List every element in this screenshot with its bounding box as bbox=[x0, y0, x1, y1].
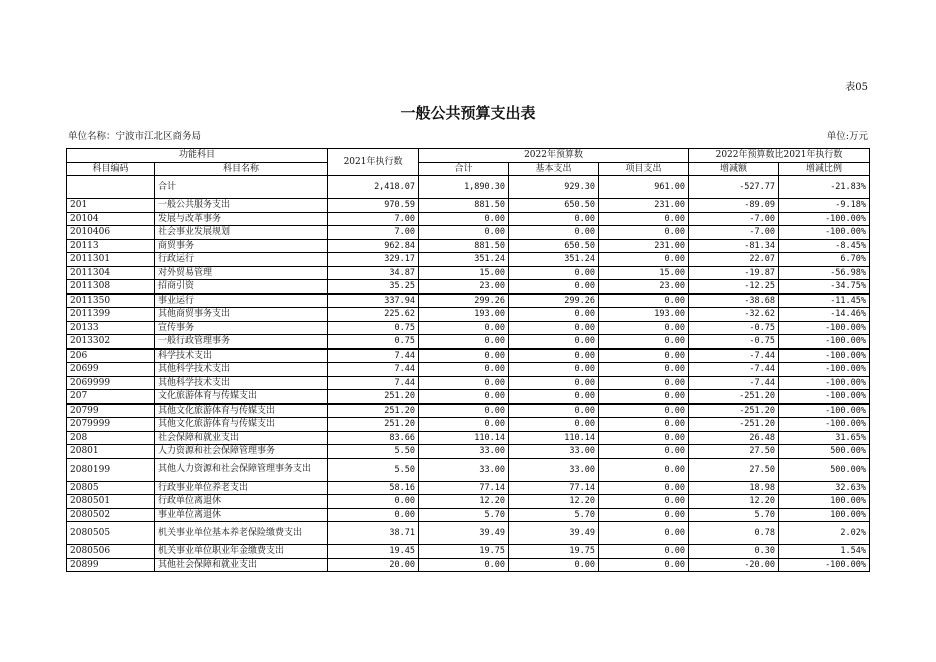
table-row bbox=[67, 431, 870, 445]
cell-total: 299.26 bbox=[419, 294, 509, 308]
cell-ratio: 100.00% bbox=[779, 508, 870, 522]
cell-name: 机关事业单位职业年金缴费支出 bbox=[155, 545, 328, 559]
cell-ratio: -100.00% bbox=[779, 349, 870, 363]
header-basic: 基本支出 bbox=[509, 162, 599, 176]
header-diff: 增减额 bbox=[689, 162, 779, 176]
cell-project: 0.00 bbox=[599, 495, 689, 509]
cell-basic: 0.00 bbox=[509, 418, 599, 432]
table-row bbox=[67, 294, 870, 308]
cell-total: 351.24 bbox=[419, 253, 509, 267]
cell-project: 0.00 bbox=[599, 294, 689, 308]
cell-total: 110.14 bbox=[419, 431, 509, 445]
cell-code: 2080505 bbox=[67, 522, 155, 545]
cell-basic: 0.00 bbox=[509, 308, 599, 322]
cell-basic: 0.00 bbox=[509, 266, 599, 280]
cell-diff: -251.20 bbox=[689, 418, 779, 432]
cell-diff: 18.98 bbox=[689, 481, 779, 495]
cell-name: 发展与改革事务 bbox=[155, 212, 328, 226]
unit-info-row bbox=[68, 128, 868, 142]
cell-code: 201 bbox=[67, 199, 155, 213]
cell-basic: 77.14 bbox=[509, 481, 599, 495]
table-row bbox=[67, 176, 870, 199]
cell-ratio: 2.02% bbox=[779, 522, 870, 545]
header-code: 科目编码 bbox=[67, 162, 155, 176]
cell-ratio: -100.00% bbox=[779, 212, 870, 226]
cell-exec: 58.16 bbox=[328, 481, 419, 495]
cell-diff: -38.68 bbox=[689, 294, 779, 308]
cell-project: 0.00 bbox=[599, 508, 689, 522]
cell-total: 12.20 bbox=[419, 495, 509, 509]
cell-basic: 33.00 bbox=[509, 445, 599, 459]
budget-table bbox=[66, 148, 870, 572]
cell-diff: 27.50 bbox=[689, 445, 779, 459]
cell-ratio: -21.83% bbox=[779, 176, 870, 199]
cell-diff: -89.09 bbox=[689, 199, 779, 213]
cell-basic: 0.00 bbox=[509, 349, 599, 363]
cell-diff: 5.70 bbox=[689, 508, 779, 522]
cell-diff: -0.75 bbox=[689, 321, 779, 335]
cell-total: 39.49 bbox=[419, 522, 509, 545]
cell-ratio: -34.75% bbox=[779, 280, 870, 294]
cell-basic: 650.50 bbox=[509, 239, 599, 253]
table-row bbox=[67, 280, 870, 294]
cell-code: 20113 bbox=[67, 239, 155, 253]
table-row bbox=[67, 321, 870, 335]
table-row bbox=[67, 376, 870, 390]
cell-code: 2011301 bbox=[67, 253, 155, 267]
table-row bbox=[67, 404, 870, 418]
cell-code: 20799 bbox=[67, 404, 155, 418]
cell-code: 206 bbox=[67, 349, 155, 363]
header-name: 科目名称 bbox=[155, 162, 328, 176]
cell-ratio: -11.45% bbox=[779, 294, 870, 308]
cell-code: 20133 bbox=[67, 321, 155, 335]
table-row bbox=[67, 239, 870, 253]
cell-basic: 0.00 bbox=[509, 280, 599, 294]
cell-project: 0.00 bbox=[599, 431, 689, 445]
header-func-subject: 功能科目 bbox=[67, 149, 328, 163]
cell-name: 事业运行 bbox=[155, 294, 328, 308]
cell-total: 0.00 bbox=[419, 376, 509, 390]
cell-ratio: 32.63% bbox=[779, 481, 870, 495]
cell-total: 0.00 bbox=[419, 335, 509, 349]
cell-exec: 7.44 bbox=[328, 376, 419, 390]
cell-project: 231.00 bbox=[599, 199, 689, 213]
cell-exec: 7.44 bbox=[328, 349, 419, 363]
cell-basic: 0.00 bbox=[509, 321, 599, 335]
cell-basic: 0.00 bbox=[509, 558, 599, 572]
cell-code: 2069999 bbox=[67, 376, 155, 390]
cell-exec: 19.45 bbox=[328, 545, 419, 559]
table-row bbox=[67, 522, 870, 545]
cell-project: 231.00 bbox=[599, 239, 689, 253]
cell-exec: 0.75 bbox=[328, 321, 419, 335]
cell-code: 2011350 bbox=[67, 294, 155, 308]
unit-name: 单位名称：宁波市江北区商务局 bbox=[68, 131, 202, 142]
cell-project: 0.00 bbox=[599, 418, 689, 432]
cell-project: 0.00 bbox=[599, 404, 689, 418]
cell-diff: -12.25 bbox=[689, 280, 779, 294]
cell-diff: 12.20 bbox=[689, 495, 779, 509]
header-row-2 bbox=[67, 162, 870, 176]
table-number: 表05 bbox=[845, 82, 868, 93]
cell-total: 0.00 bbox=[419, 349, 509, 363]
cell-diff: -20.00 bbox=[689, 558, 779, 572]
cell-total: 0.00 bbox=[419, 212, 509, 226]
cell-ratio: -100.00% bbox=[779, 390, 870, 404]
cell-code: 208 bbox=[67, 431, 155, 445]
cell-ratio: 1.54% bbox=[779, 545, 870, 559]
cell-ratio: -100.00% bbox=[779, 558, 870, 572]
cell-ratio: -100.00% bbox=[779, 376, 870, 390]
cell-ratio: -8.45% bbox=[779, 239, 870, 253]
cell-name: 一般公共服务支出 bbox=[155, 199, 328, 213]
cell-exec: 7.00 bbox=[328, 226, 419, 240]
cell-project: 0.00 bbox=[599, 335, 689, 349]
cell-project: 961.00 bbox=[599, 176, 689, 199]
cell-project: 0.00 bbox=[599, 226, 689, 240]
table-row bbox=[67, 363, 870, 377]
cell-project: 15.00 bbox=[599, 266, 689, 280]
cell-name: 行政单位离退休 bbox=[155, 495, 328, 509]
cell-ratio: -56.98% bbox=[779, 266, 870, 280]
cell-basic: 110.14 bbox=[509, 431, 599, 445]
cell-code: 2080199 bbox=[67, 458, 155, 481]
cell-exec: 251.20 bbox=[328, 418, 419, 432]
header-budget-2022: 2022年预算数 bbox=[419, 149, 689, 163]
cell-diff: -81.34 bbox=[689, 239, 779, 253]
cell-exec: 251.20 bbox=[328, 390, 419, 404]
table-row bbox=[67, 199, 870, 213]
cell-total: 0.00 bbox=[419, 363, 509, 377]
cell-basic: 0.00 bbox=[509, 363, 599, 377]
cell-ratio: -14.46% bbox=[779, 308, 870, 322]
table-row bbox=[67, 445, 870, 459]
cell-diff: 22.07 bbox=[689, 253, 779, 267]
cell-code: 2079999 bbox=[67, 418, 155, 432]
cell-name: 行政事业单位养老支出 bbox=[155, 481, 328, 495]
cell-total: 15.00 bbox=[419, 266, 509, 280]
cell-diff: -7.44 bbox=[689, 376, 779, 390]
cell-name: 合计 bbox=[155, 176, 328, 199]
table-row bbox=[67, 212, 870, 226]
cell-total: 1,890.30 bbox=[419, 176, 509, 199]
cell-diff: -32.62 bbox=[689, 308, 779, 322]
cell-total: 0.00 bbox=[419, 404, 509, 418]
cell-diff: -251.20 bbox=[689, 390, 779, 404]
cell-ratio: 500.00% bbox=[779, 458, 870, 481]
header-total: 合计 bbox=[419, 162, 509, 176]
header-project: 项目支出 bbox=[599, 162, 689, 176]
cell-code: 20104 bbox=[67, 212, 155, 226]
cell-project: 0.00 bbox=[599, 390, 689, 404]
cell-basic: 299.26 bbox=[509, 294, 599, 308]
cell-basic: 650.50 bbox=[509, 199, 599, 213]
cell-exec: 83.66 bbox=[328, 431, 419, 445]
header-exec-2021: 2021年执行数 bbox=[328, 149, 419, 176]
cell-project: 0.00 bbox=[599, 481, 689, 495]
cell-name: 其他科学技术支出 bbox=[155, 376, 328, 390]
cell-project: 193.00 bbox=[599, 308, 689, 322]
cell-total: 77.14 bbox=[419, 481, 509, 495]
page-title: 一般公共预算支出表 bbox=[400, 104, 536, 122]
cell-code: 20899 bbox=[67, 558, 155, 572]
cell-total: 33.00 bbox=[419, 458, 509, 481]
cell-code: 2011399 bbox=[67, 308, 155, 322]
cell-code: 2080501 bbox=[67, 495, 155, 509]
cell-basic: 0.00 bbox=[509, 376, 599, 390]
table-row bbox=[67, 253, 870, 267]
cell-exec: 251.20 bbox=[328, 404, 419, 418]
header-row-1 bbox=[67, 149, 870, 163]
cell-name: 其他商贸事务支出 bbox=[155, 308, 328, 322]
cell-ratio: -100.00% bbox=[779, 363, 870, 377]
cell-total: 0.00 bbox=[419, 558, 509, 572]
table-row bbox=[67, 508, 870, 522]
cell-name: 事业单位离退休 bbox=[155, 508, 328, 522]
cell-name: 行政运行 bbox=[155, 253, 328, 267]
cell-name: 一般行政管理事务 bbox=[155, 335, 328, 349]
cell-basic: 33.00 bbox=[509, 458, 599, 481]
cell-name: 人力资源和社会保障管理事务 bbox=[155, 445, 328, 459]
cell-diff: -7.44 bbox=[689, 349, 779, 363]
cell-ratio: 31.65% bbox=[779, 431, 870, 445]
cell-exec: 34.87 bbox=[328, 266, 419, 280]
cell-ratio: -9.18% bbox=[779, 199, 870, 213]
cell-exec: 7.44 bbox=[328, 363, 419, 377]
cell-ratio: -100.00% bbox=[779, 226, 870, 240]
cell-exec: 962.84 bbox=[328, 239, 419, 253]
cell-ratio: 500.00% bbox=[779, 445, 870, 459]
cell-code: 2010406 bbox=[67, 226, 155, 240]
cell-diff: 0.78 bbox=[689, 522, 779, 545]
cell-name: 其他文化旅游体育与传媒支出 bbox=[155, 404, 328, 418]
cell-code: 2011308 bbox=[67, 280, 155, 294]
cell-exec: 20.00 bbox=[328, 558, 419, 572]
cell-name: 其他文化旅游体育与传媒支出 bbox=[155, 418, 328, 432]
cell-name: 机关事业单位基本养老保险缴费支出 bbox=[155, 522, 328, 545]
cell-basic: 929.30 bbox=[509, 176, 599, 199]
cell-ratio: -100.00% bbox=[779, 418, 870, 432]
cell-total: 0.00 bbox=[419, 418, 509, 432]
cell-code: 2080502 bbox=[67, 508, 155, 522]
table-row bbox=[67, 226, 870, 240]
cell-basic: 0.00 bbox=[509, 226, 599, 240]
cell-code: 20699 bbox=[67, 363, 155, 377]
cell-project: 0.00 bbox=[599, 321, 689, 335]
cell-name: 其他社会保障和就业支出 bbox=[155, 558, 328, 572]
cell-total: 0.00 bbox=[419, 390, 509, 404]
header-compare: 2022年预算数比2021年执行数 bbox=[689, 149, 870, 163]
cell-diff: 26.48 bbox=[689, 431, 779, 445]
table-row bbox=[67, 266, 870, 280]
table-row bbox=[67, 308, 870, 322]
table-row bbox=[67, 545, 870, 559]
cell-project: 0.00 bbox=[599, 363, 689, 377]
cell-project: 0.00 bbox=[599, 212, 689, 226]
cell-diff: -251.20 bbox=[689, 404, 779, 418]
cell-diff: -7.00 bbox=[689, 212, 779, 226]
table-row bbox=[67, 458, 870, 481]
table-row bbox=[67, 390, 870, 404]
cell-basic: 0.00 bbox=[509, 404, 599, 418]
table-row bbox=[67, 349, 870, 363]
cell-exec: 38.71 bbox=[328, 522, 419, 545]
cell-ratio: 6.70% bbox=[779, 253, 870, 267]
cell-diff: 0.30 bbox=[689, 545, 779, 559]
cell-code: 2013302 bbox=[67, 335, 155, 349]
cell-diff: 27.50 bbox=[689, 458, 779, 481]
cell-basic: 39.49 bbox=[509, 522, 599, 545]
table-row bbox=[67, 558, 870, 572]
currency-unit: 单位:万元 bbox=[826, 131, 868, 142]
cell-name: 招商引资 bbox=[155, 280, 328, 294]
cell-project: 0.00 bbox=[599, 253, 689, 267]
cell-name: 文化旅游体育与传媒支出 bbox=[155, 390, 328, 404]
cell-code: 2011304 bbox=[67, 266, 155, 280]
cell-project: 23.00 bbox=[599, 280, 689, 294]
cell-total: 23.00 bbox=[419, 280, 509, 294]
cell-exec: 5.50 bbox=[328, 445, 419, 459]
cell-basic: 12.20 bbox=[509, 495, 599, 509]
cell-diff: -0.75 bbox=[689, 335, 779, 349]
cell-basic: 0.00 bbox=[509, 212, 599, 226]
cell-total: 881.50 bbox=[419, 239, 509, 253]
cell-ratio: -100.00% bbox=[779, 335, 870, 349]
cell-basic: 351.24 bbox=[509, 253, 599, 267]
cell-total: 881.50 bbox=[419, 199, 509, 213]
cell-code: 2080506 bbox=[67, 545, 155, 559]
cell-name: 宣传事务 bbox=[155, 321, 328, 335]
cell-project: 0.00 bbox=[599, 545, 689, 559]
cell-ratio: -100.00% bbox=[779, 404, 870, 418]
cell-exec: 0.00 bbox=[328, 495, 419, 509]
cell-project: 0.00 bbox=[599, 558, 689, 572]
cell-diff: -7.44 bbox=[689, 363, 779, 377]
cell-total: 193.00 bbox=[419, 308, 509, 322]
cell-exec: 7.00 bbox=[328, 212, 419, 226]
cell-exec: 0.75 bbox=[328, 335, 419, 349]
cell-total: 33.00 bbox=[419, 445, 509, 459]
cell-code bbox=[67, 176, 155, 199]
cell-basic: 5.70 bbox=[509, 508, 599, 522]
cell-ratio: 100.00% bbox=[779, 495, 870, 509]
cell-project: 0.00 bbox=[599, 376, 689, 390]
cell-exec: 337.94 bbox=[328, 294, 419, 308]
cell-name: 社会事业发展规划 bbox=[155, 226, 328, 240]
cell-ratio: -100.00% bbox=[779, 321, 870, 335]
cell-project: 0.00 bbox=[599, 445, 689, 459]
cell-project: 0.00 bbox=[599, 522, 689, 545]
table-row bbox=[67, 495, 870, 509]
cell-exec: 329.17 bbox=[328, 253, 419, 267]
cell-diff: -527.77 bbox=[689, 176, 779, 199]
cell-name: 对外贸易管理 bbox=[155, 266, 328, 280]
cell-total: 0.00 bbox=[419, 321, 509, 335]
header-ratio: 增减比例 bbox=[779, 162, 870, 176]
cell-name: 其他人力资源和社会保障管理事务支出 bbox=[155, 458, 328, 481]
cell-exec: 35.25 bbox=[328, 280, 419, 294]
cell-name: 其他科学技术支出 bbox=[155, 363, 328, 377]
table-body bbox=[67, 176, 870, 572]
cell-diff: -19.87 bbox=[689, 266, 779, 280]
cell-code: 207 bbox=[67, 390, 155, 404]
cell-basic: 19.75 bbox=[509, 545, 599, 559]
cell-diff: -7.00 bbox=[689, 226, 779, 240]
cell-exec: 5.50 bbox=[328, 458, 419, 481]
cell-code: 20801 bbox=[67, 445, 155, 459]
cell-total: 5.70 bbox=[419, 508, 509, 522]
cell-project: 0.00 bbox=[599, 458, 689, 481]
cell-name: 商贸事务 bbox=[155, 239, 328, 253]
table-row bbox=[67, 481, 870, 495]
cell-total: 19.75 bbox=[419, 545, 509, 559]
cell-exec: 0.00 bbox=[328, 508, 419, 522]
cell-total: 0.00 bbox=[419, 226, 509, 240]
cell-basic: 0.00 bbox=[509, 335, 599, 349]
cell-exec: 970.59 bbox=[328, 199, 419, 213]
cell-name: 科学技术支出 bbox=[155, 349, 328, 363]
cell-project: 0.00 bbox=[599, 349, 689, 363]
cell-name: 社会保障和就业支出 bbox=[155, 431, 328, 445]
cell-code: 20805 bbox=[67, 481, 155, 495]
table-row bbox=[67, 418, 870, 432]
table-row bbox=[67, 335, 870, 349]
cell-exec: 2,418.07 bbox=[328, 176, 419, 199]
cell-basic: 0.00 bbox=[509, 390, 599, 404]
cell-exec: 225.62 bbox=[328, 308, 419, 322]
